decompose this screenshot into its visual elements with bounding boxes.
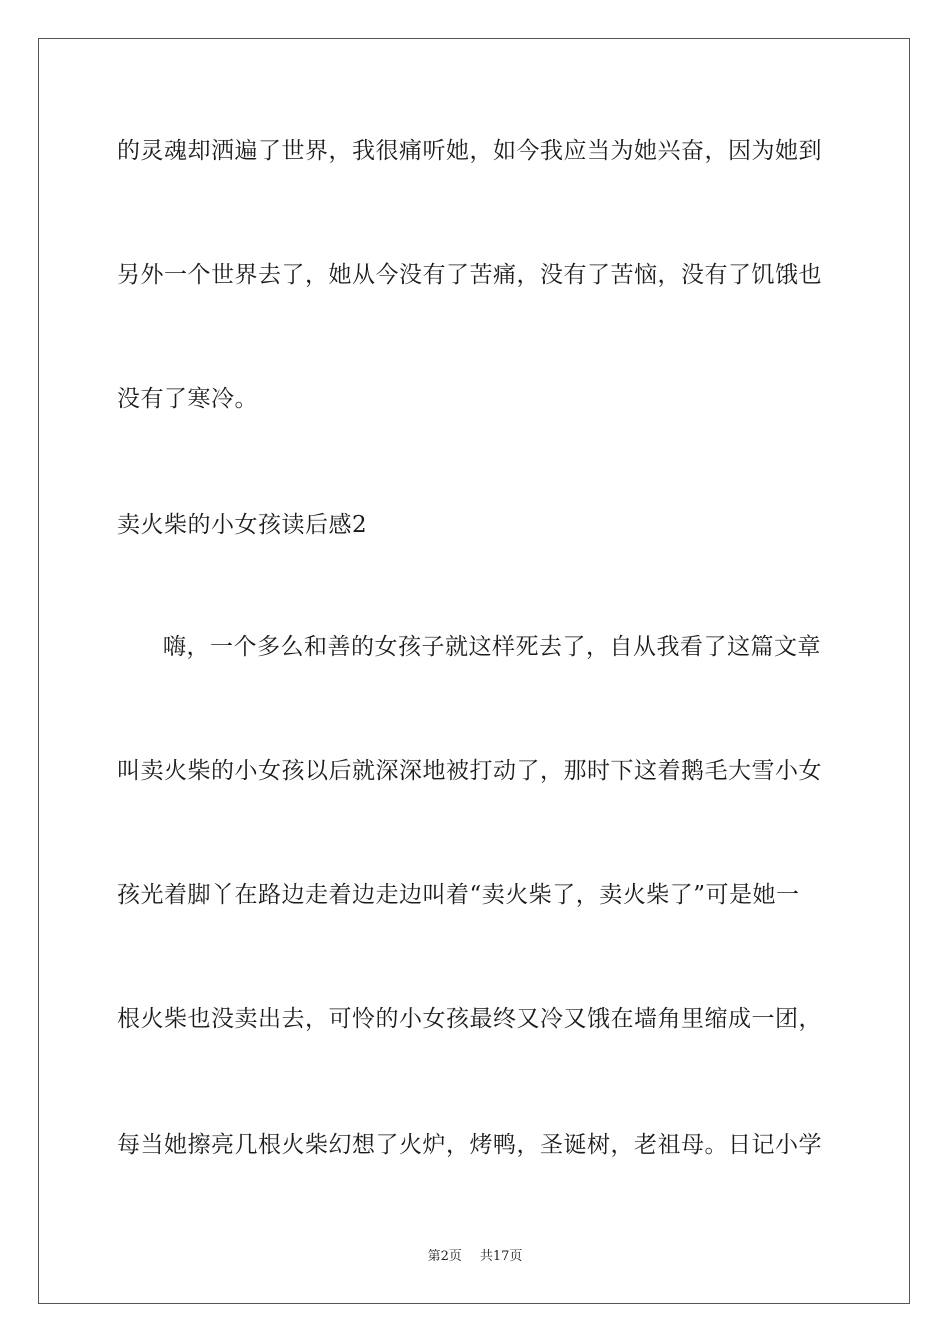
paragraph-1-line-3: 没有了寒冷。 <box>117 386 258 412</box>
paragraph-2-line-4: 根火柴也没卖出去，可怜的小女孩最终又冷又饿在墙角里缩成一团， <box>117 1006 822 1032</box>
page-total: 共17页 <box>479 1249 523 1264</box>
paragraph-2-line-3: 孩光着脚丫在路边走着边走边叫着“卖火柴了，卖火柴了”可是她一 <box>117 882 800 908</box>
paragraph-1-line-1: 的灵魂却洒遍了世界，我很痛听她，如今我应当为她兴奋，因为她到 <box>117 138 822 164</box>
page-border <box>38 38 910 1304</box>
paragraph-2-line-2: 叫卖火柴的小女孩以后就深深地被打动了，那时下这着鹅毛大雪小女 <box>117 758 822 784</box>
paragraph-2-line-1: 嗨，一个多么和善的女孩子就这样死去了，自从我看了这篇文章 <box>163 634 821 660</box>
section-title: 卖火柴的小女孩读后感2 <box>117 512 368 538</box>
paragraph-2-line-5: 每当她擦亮几根火柴幻想了火炉，烤鸭，圣诞树，老祖母。日记小学 <box>117 1132 822 1158</box>
paragraph-1-line-2: 另外一个世界去了，她从今没有了苦痛，没有了苦恼，没有了饥饿也 <box>117 262 822 288</box>
page-number: 第2页 <box>427 1249 462 1264</box>
page-footer <box>0 1248 950 1266</box>
